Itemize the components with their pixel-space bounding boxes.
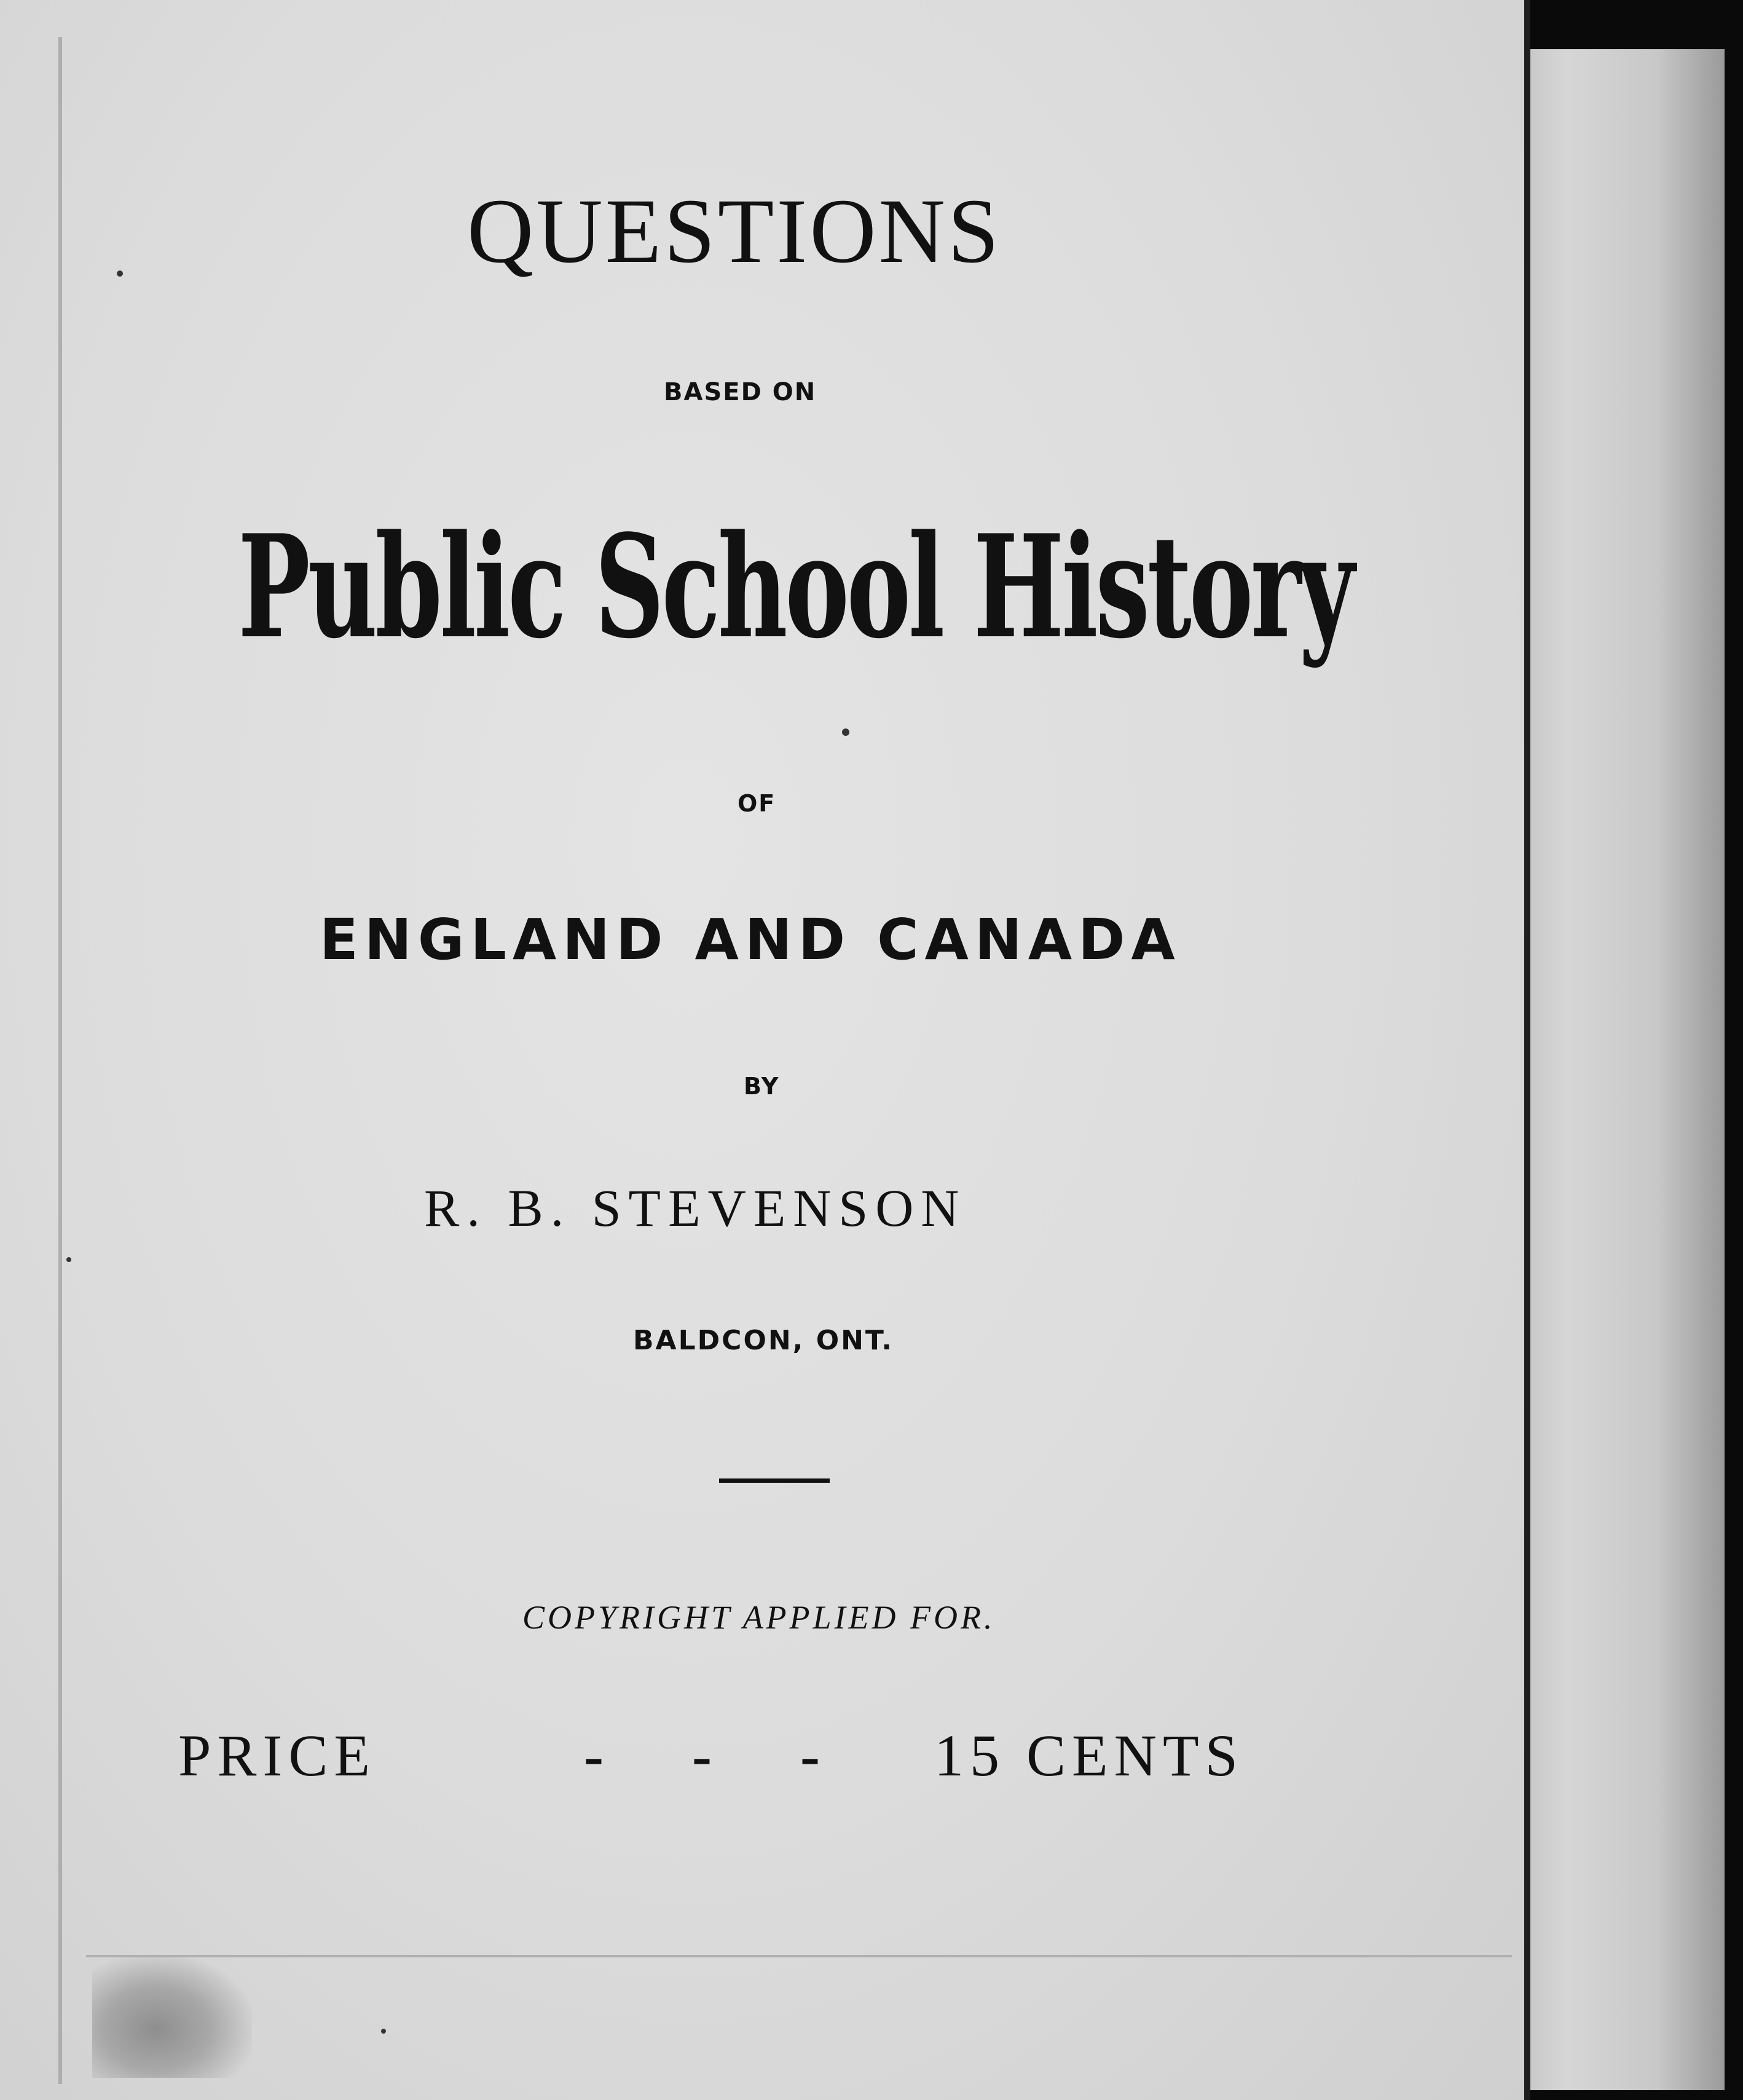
of-text: OF — [738, 790, 776, 817]
ink-speck — [381, 2029, 386, 2034]
price-dashes: - - - — [584, 1723, 857, 1788]
price-value: 15 CENTS — [934, 1723, 1245, 1788]
by-text: BY — [744, 1073, 780, 1100]
price-label: PRICE — [178, 1723, 377, 1788]
divider-rule — [719, 1478, 830, 1483]
binding-fold — [58, 37, 62, 2084]
author-name: R. B. STEVENSON — [424, 1178, 967, 1238]
based-on-text: BASED ON — [664, 378, 817, 406]
subject-title: ENGLAND AND CANADA — [320, 907, 1181, 973]
book-title-questions: QUESTIONS — [467, 180, 1002, 282]
ink-speck — [66, 1257, 71, 1262]
ink-speck — [842, 728, 849, 736]
author-location: BALDCON, ONT. — [633, 1325, 894, 1356]
price-line — [178, 1721, 1407, 1807]
paper-stain — [92, 1955, 252, 2078]
copyright-notice: COPYRIGHT APPLIED FOR. — [522, 1599, 996, 1636]
main-title: Public School History — [238, 504, 1353, 670]
plate-mark — [86, 1955, 1512, 1957]
